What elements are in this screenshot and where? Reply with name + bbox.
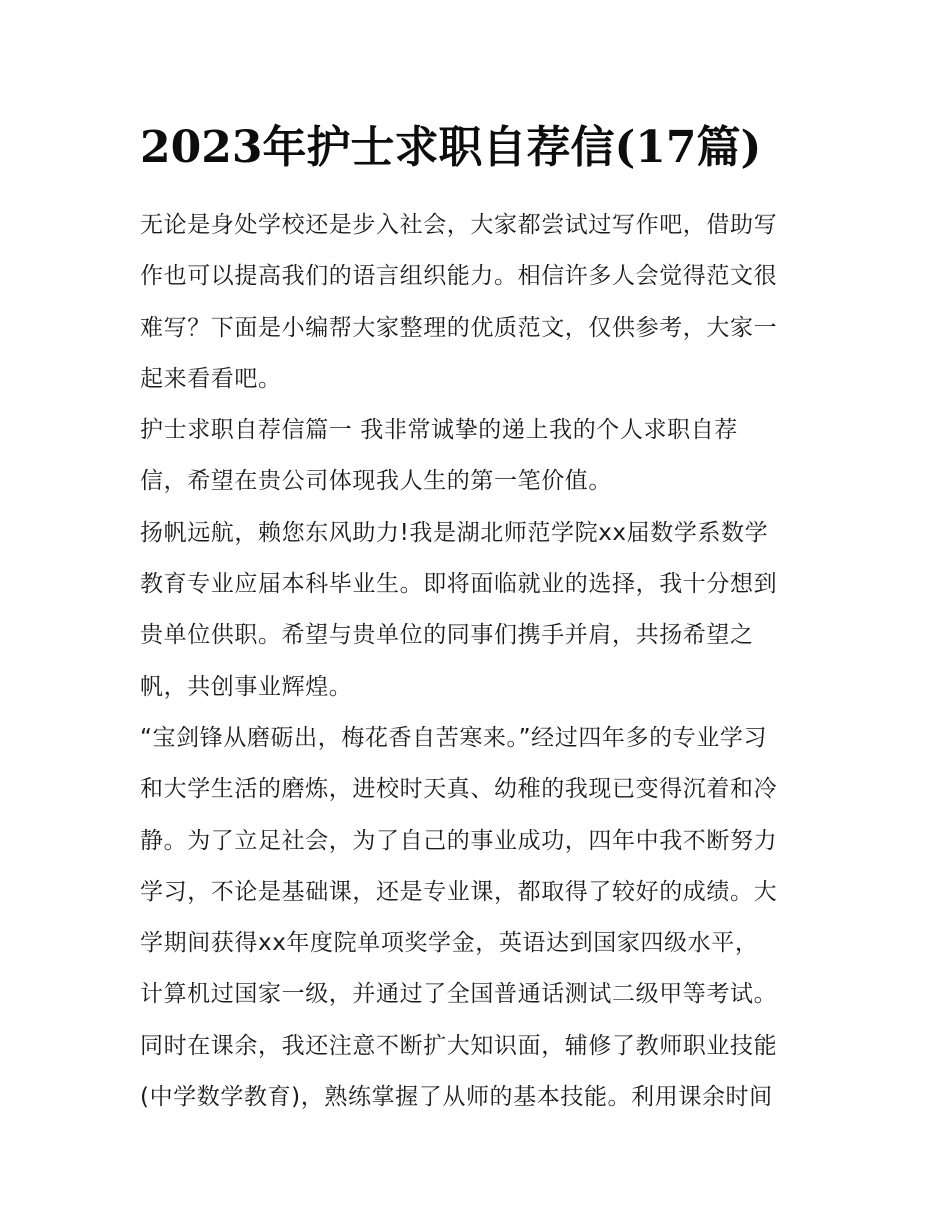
text-line: “宝剑锋从磨砺出，梅花香自苦寒来。”经过四年多的专业学习 [140,724,768,751]
text-line: 学习，不论是基础课，还是专业课，都取得了较好的成绩。大 [140,878,778,905]
text-line: 和大学生活的磨炼，进校时天真、幼稚的我现已变得沉着和冷 [140,776,778,803]
text-line: 护士求职自荐信篇一 我非常诚挚的递上我的个人求职自荐 [140,417,738,444]
document-title: 2023年护士求职自荐信(17篇) [140,122,762,173]
text-line: 难写？下面是小编帮大家整理的优质范文，仅供参考，大家一 [140,314,778,341]
text-line: 无论是身处学校还是步入社会，大家都尝试过写作吧，借助写 [140,212,778,238]
text-line: 贵单位供职。希望与贵单位的同事们携手并肩，共扬希望之 [140,622,754,649]
text-line: 作也可以提高我们的语言组织能力。相信许多人会觉得范文很 [140,263,778,290]
document-body [140,200,820,1123]
text-line: 扬帆远航，赖您东风助力!我是湖北师范学院xx届数学系数学 [140,519,769,546]
text-line: 起来看看吧。 [140,365,282,392]
text-line: 同时在课余，我还注意不断扩大知识面，辅修了教师职业技能 [140,1032,778,1059]
text-line: 静。为了立足社会，为了自己的事业成功，四年中我不断努力 [140,827,778,854]
text-line: (中学数学教育)，熟练掌握了从师的基本技能。利用课余时间 [140,1084,773,1111]
text-line: 计算机过国家一级，并通过了全国普通话测试二级甲等考试。 [140,981,778,1008]
text-line: 帆，共创事业辉煌。 [140,673,353,700]
text-line: 学期间获得xx年度院单项奖学金，英语达到国家四级水平， [140,930,759,957]
text-line: 教育专业应届本科毕业生。即将面临就业的选择，我十分想到 [140,571,778,598]
text-line: 信，希望在贵公司体现我人生的第一笔价值。 [140,468,612,495]
